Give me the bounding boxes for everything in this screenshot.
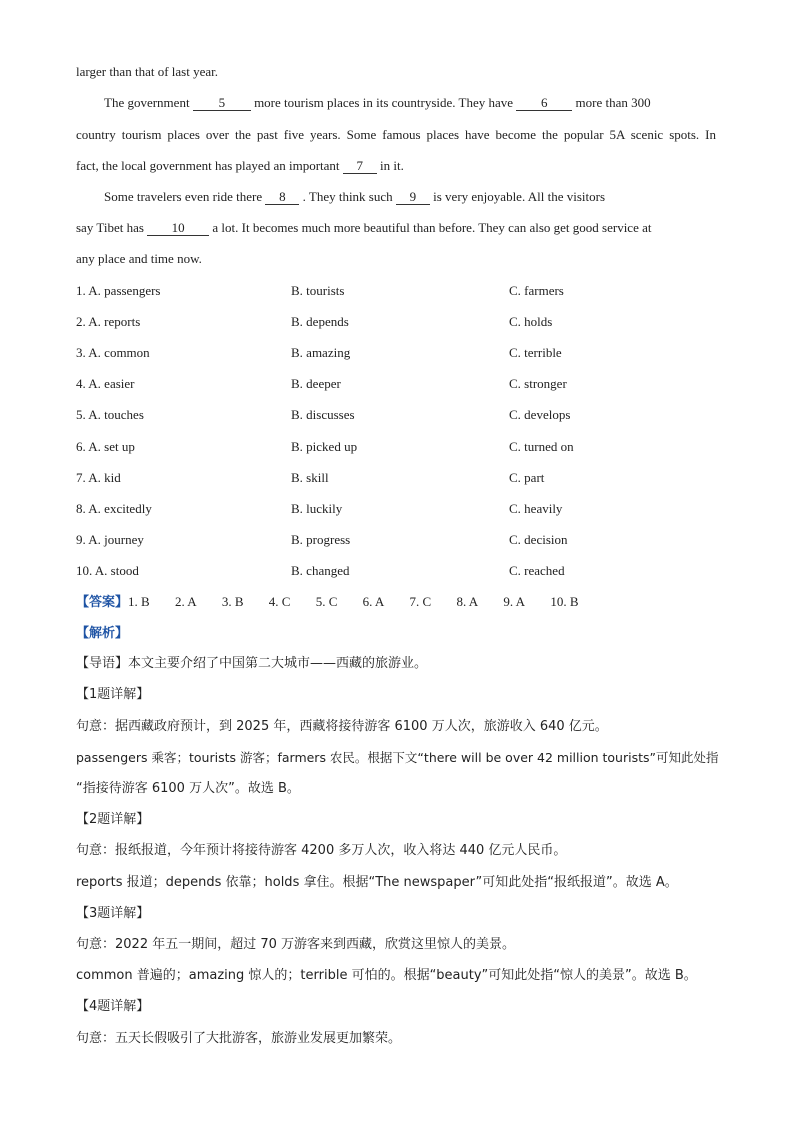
blank-10: 10 bbox=[147, 221, 209, 236]
answer-line: 【答案】1. B 2. A 3. B 4. C 5. C 6. A 7. C 8. A 9. A 10. B bbox=[76, 594, 579, 610]
q2-line: 句意：报纸报道，今年预计将接待游客 4200 多万人次，收入将达 440 亿元人民币。 bbox=[76, 843, 567, 858]
q1-line: 句意：据西藏政府预计，到 2025 年，西藏将接待游客 6100 万人次，旅游收入 640 亿元。 bbox=[76, 719, 608, 734]
option-b: B. depends bbox=[291, 314, 349, 329]
option-a: 4. A. easier bbox=[76, 376, 135, 391]
option-b: B. picked up bbox=[291, 439, 358, 454]
option-a: 10. A. stood bbox=[76, 563, 139, 578]
option-b: B. discusses bbox=[291, 407, 355, 422]
option-c: C. reached bbox=[509, 563, 565, 578]
passage-line: fact, the local government has played an important 7 in it. bbox=[76, 158, 404, 173]
option-a: 7. A. kid bbox=[76, 470, 121, 485]
option-a: 3. A. common bbox=[76, 345, 150, 360]
blank-8: 8 bbox=[265, 190, 299, 205]
option-a: 1. A. passengers bbox=[76, 283, 161, 298]
option-a: 8. A. excitedly bbox=[76, 501, 152, 516]
guide-line: 【导语】本文主要介绍了中国第二大城市——西藏的旅游业。 bbox=[76, 656, 428, 671]
passage-line: say Tibet has 10 a lot. It becomes much more beautiful than before. They can also get good service at bbox=[76, 220, 652, 235]
q2-line: reports 报道；depends 依靠；holds 拿住。根据“The newspaper”可知此处指“报纸报道”。故选 A。 bbox=[76, 875, 678, 890]
blank-9: 9 bbox=[396, 190, 430, 205]
option-b: B. progress bbox=[291, 532, 351, 547]
q3-line: common 普遍的；amazing 惊人的；terrible 可怕的。根据“beauty”可知此处指“惊人的美景”。故选 B。 bbox=[76, 968, 697, 983]
q4-line: 句意：五天长假吸引了大批游客，旅游业发展更加繁荣。 bbox=[76, 1031, 402, 1046]
answer-label: 【答案】 bbox=[76, 595, 129, 610]
option-b: B. luckily bbox=[291, 501, 343, 516]
q3-line: 句意：2022 年五一期间，超过 70 万游客来到西藏，欣赏这里惊人的美景。 bbox=[76, 937, 516, 952]
option-c: C. farmers bbox=[509, 283, 564, 298]
passage-line: The government 5 more tourism places in its countryside. They have 6 more than 300 bbox=[104, 95, 651, 110]
option-c: C. turned on bbox=[509, 439, 574, 454]
option-a: 2. A. reports bbox=[76, 314, 141, 329]
q2-title: 【2题详解】 bbox=[76, 812, 150, 827]
option-c: C. heavily bbox=[509, 501, 563, 516]
passage-line: larger than that of last year. bbox=[76, 64, 218, 79]
blank-5: 5 bbox=[193, 96, 251, 111]
option-b: B. skill bbox=[291, 470, 329, 485]
analysis-heading: 【解析】 bbox=[76, 626, 129, 641]
q1-line: “指接待游客 6100 万人次”。故选 B。 bbox=[76, 781, 300, 796]
passage-line: any place and time now. bbox=[76, 251, 202, 266]
option-c: C. develops bbox=[509, 407, 571, 422]
option-c: C. terrible bbox=[509, 345, 562, 360]
option-c: C. stronger bbox=[509, 376, 567, 391]
passage-line: Some travelers even ride there 8 . They think such 9 is very enjoyable. All the visitors bbox=[104, 189, 606, 204]
option-b: B. amazing bbox=[291, 345, 351, 360]
option-c: C. holds bbox=[509, 314, 553, 329]
q4-title: 【4题详解】 bbox=[76, 999, 150, 1014]
q1-line: passengers 乘客；tourists 游客；farmers 农民。根据下文“there will be over 42 million tourists”可知此处指 bbox=[76, 750, 719, 765]
option-b: B. changed bbox=[291, 563, 350, 578]
passage-line: country tourism places over the past five years. Some famous places have become the popular 5A scenic spots. In bbox=[76, 127, 716, 142]
option-c: C. part bbox=[509, 470, 545, 485]
option-c: C. decision bbox=[509, 532, 568, 547]
option-a: 5. A. touches bbox=[76, 407, 144, 422]
blank-7: 7 bbox=[343, 159, 377, 174]
option-b: B. deeper bbox=[291, 376, 341, 391]
guide-label: 【导语】 bbox=[76, 656, 129, 671]
option-a: 9. A. journey bbox=[76, 532, 144, 547]
option-a: 6. A. set up bbox=[76, 439, 135, 454]
option-b: B. tourists bbox=[291, 283, 345, 298]
blank-6: 6 bbox=[516, 96, 572, 111]
q3-title: 【3题详解】 bbox=[76, 906, 150, 921]
q1-title: 【1题详解】 bbox=[76, 687, 150, 702]
